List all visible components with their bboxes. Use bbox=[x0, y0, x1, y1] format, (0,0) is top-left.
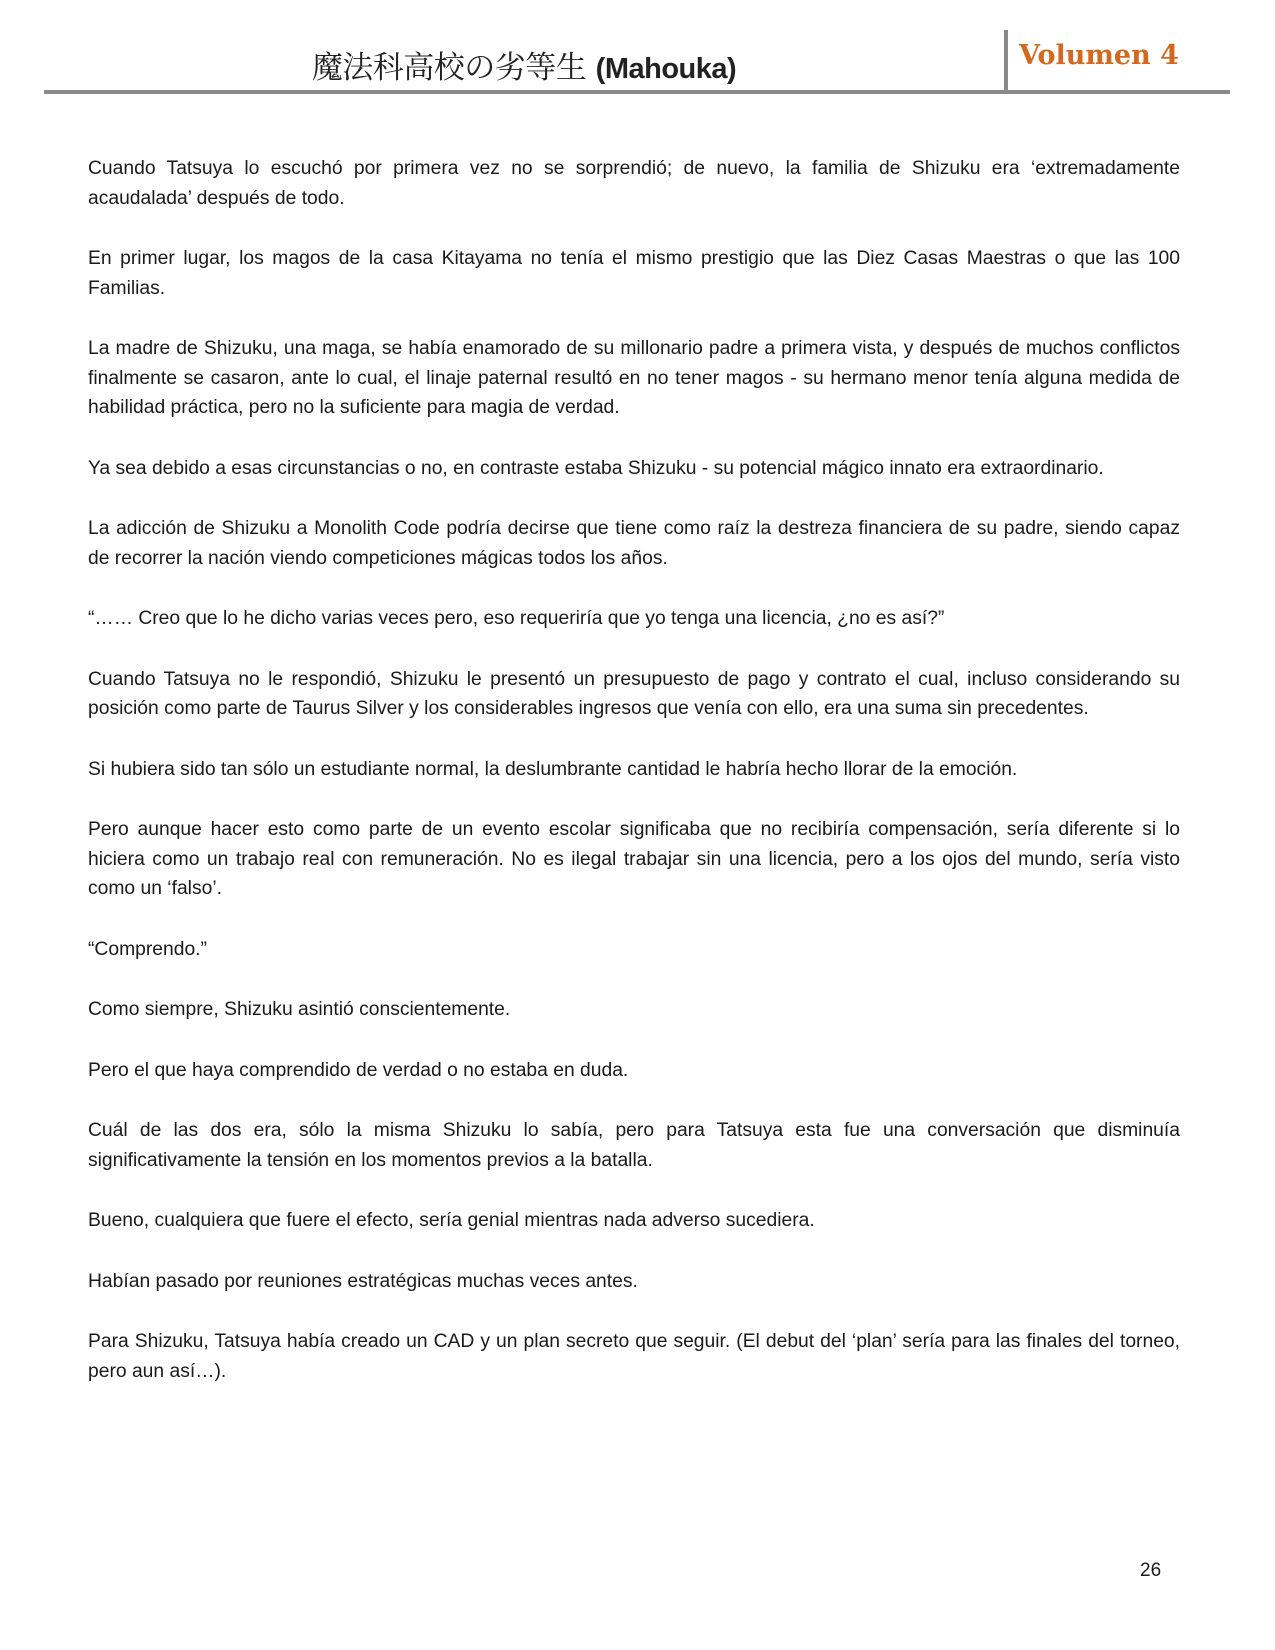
paragraph: Pero el que haya comprendido de verdad o no estaba en duda. bbox=[88, 1059, 629, 1081]
book-title bbox=[44, 42, 1004, 87]
paragraph: Cuando Tatsuya lo escuchó por primera vez no se sorprendió; de nuevo, la familia de Shizuku era ‘extremadamente acaudalada’ después de todo. bbox=[88, 158, 1180, 209]
body-text bbox=[88, 154, 1180, 1417]
header-rule bbox=[44, 90, 1230, 94]
volume-label: Volumen 4 bbox=[1019, 40, 1179, 71]
paragraph: Cuál de las dos era, sólo la misma Shizuku lo sabía, pero para Tatsuya esta fue una conversación que disminuía significativamente la tensión en los momentos previos a la batalla. bbox=[88, 1120, 1180, 1171]
book-title-latin: (Mahouka) bbox=[595, 53, 737, 85]
paragraph: En primer lugar, los magos de la casa Kitayama no tenía el mismo prestigio que las Diez Casas Maestras o que las 100 Familias. bbox=[88, 248, 1180, 299]
paragraph: Si hubiera sido tan sólo un estudiante normal, la deslumbrante cantidad le habría hecho llorar de la emoción. bbox=[88, 758, 1018, 780]
paragraph: Para Shizuku, Tatsuya había creado un CAD y un plan secreto que seguir. (El debut del ‘plan’ sería para las finales del torneo, pero aun así…). bbox=[88, 1331, 1180, 1382]
paragraph: Cuando Tatsuya no le respondió, Shizuku le presentó un presupuesto de pago y contrato el cual, incluso considerando su posición como parte de Taurus Silver y los considerables ingresos que venía con ello, era una suma sin precedentes. bbox=[88, 668, 1180, 719]
paragraph: Pero aunque hacer esto como parte de un evento escolar significaba que no recibiría compensación, sería diferente si lo hiciera como un trabajo real con remuneración. No es ilegal trabajar sin una licencia, pero a los ojos del mundo, sería visto como un ‘falso’. bbox=[88, 819, 1180, 899]
paragraph: Ya sea debido a esas circunstancias o no, en contraste estaba Shizuku - su potencial mágico innato era extraordinario. bbox=[88, 457, 1104, 479]
paragraph: “Comprendo.” bbox=[88, 938, 207, 960]
paragraph: Bueno, cualquiera que fuere el efecto, sería genial mientras nada adverso sucediera. bbox=[88, 1210, 815, 1231]
header-vertical-divider bbox=[1004, 30, 1008, 94]
page-header bbox=[44, 28, 1230, 94]
paragraph: Como siempre, Shizuku asintió conscientemente. bbox=[88, 999, 511, 1020]
paragraph: “…… Creo que lo he dicho varias veces pero, eso requeriría que yo tenga una licencia, ¿no es así?” bbox=[88, 608, 945, 629]
paragraph: Habían pasado por reuniones estratégicas muchas veces antes. bbox=[88, 1270, 638, 1292]
paragraph: La madre de Shizuku, una maga, se había enamorado de su millonario padre a primera vista, y después de muchos conflictos finalmente se casaron, ante lo cual, el linaje paternal resultó en no tener magos - su hermano menor tenía alguna medida de habilidad práctica, pero no la suficiente para magia de verdad. bbox=[88, 338, 1180, 418]
page-number: 26 bbox=[1140, 1560, 1162, 1581]
paragraph: La adicción de Shizuku a Monolith Code podría decirse que tiene como raíz la destreza financiera de su padre, siendo capaz de recorrer la nación viendo competiciones mágicas todos los años. bbox=[88, 518, 1180, 569]
book-title-japanese: 魔法科高校の劣等生 bbox=[311, 50, 587, 86]
